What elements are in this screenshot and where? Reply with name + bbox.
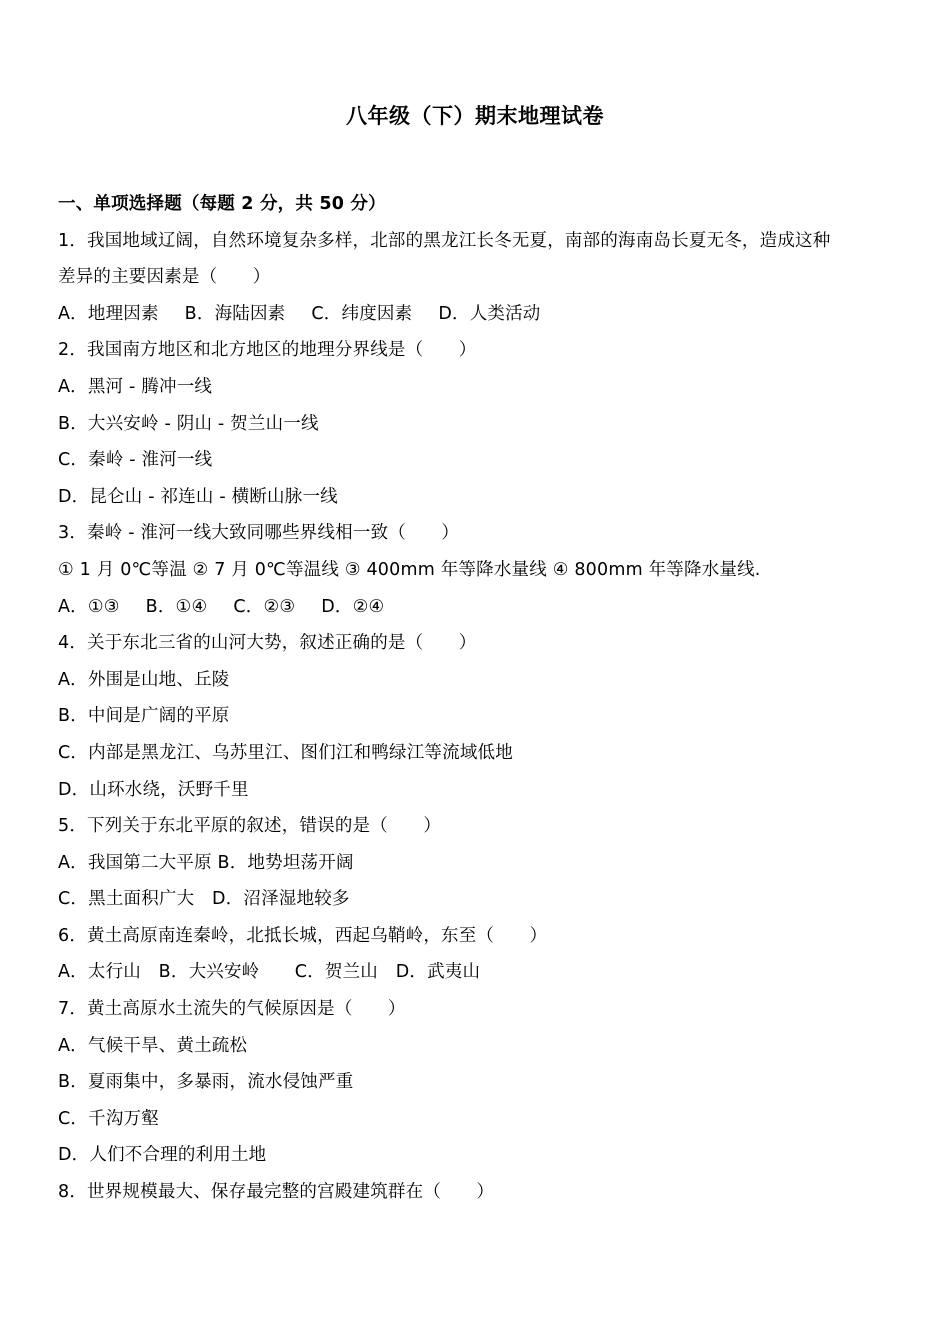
exam-content <box>58 186 900 1211</box>
option-a: A．①③ <box>58 596 120 617</box>
option-a: A．黑河 - 腾冲一线 <box>58 376 213 397</box>
question-3-stem: 3．秦岭 - 淮河一线大致同哪些界线相一致（ ） <box>58 523 460 544</box>
option-d: D．人们不合理的利用土地 <box>58 1145 267 1166</box>
question-7 <box>58 991 900 1174</box>
option-a: A．地理因素 <box>58 303 159 324</box>
option-d: D．②④ <box>321 596 385 617</box>
option-d: D．人类活动 <box>438 303 541 324</box>
question-6-stem: 6．黄土高原南连秦岭，北抵长城，西起乌鞘岭，东至（ ） <box>58 925 548 946</box>
question-8 <box>58 1174 900 1211</box>
option-d: D．山环水绕，沃野千里 <box>58 779 249 800</box>
question-7-stem: 7．黄土高原水土流失的气候原因是（ ） <box>58 999 406 1020</box>
option-b: B．①④ <box>145 596 208 617</box>
option-b: B．海陆因素 <box>184 303 286 324</box>
option-b: B．大兴安岭 - 阴山 - 贺兰山一线 <box>58 413 319 434</box>
question-3 <box>58 515 900 625</box>
question-6-options: A．太行山 B．大兴安岭 C．贺兰山 D．武夷山 <box>58 962 481 983</box>
question-2 <box>58 332 900 515</box>
option-d: D．昆仑山 - 祁连山 - 横断山脉一线 <box>58 486 338 507</box>
option-b: B．中间是广阔的平原 <box>58 706 230 727</box>
page-title: 八年级（下）期末地理试卷 <box>346 104 604 128</box>
option-a: A．气候干旱、黄土疏松 <box>58 1035 248 1056</box>
question-4-stem: 4．关于东北三省的山河大势，叙述正确的是（ ） <box>58 633 477 654</box>
question-3-statements: ① 1 月 0℃等温 ② 7 月 0℃等温线 ③ 400mm 年等降水量线 ④ 800mm 年等降水量线. <box>58 559 761 580</box>
question-3-options <box>58 589 900 626</box>
question-5-stem: 5．下列关于东北平原的叙述，错误的是（ ） <box>58 816 442 837</box>
option-c: C．②③ <box>233 596 296 617</box>
question-5 <box>58 808 900 918</box>
section-heading: 一、单项选择题（每题 2 分，共 50 分） <box>58 194 386 214</box>
option-c: C．内部是黑龙江、乌苏里江、图们江和鸭绿江等流域低地 <box>58 742 513 763</box>
option-c: C．千沟万壑 <box>58 1108 159 1129</box>
option-a: A．外围是山地、丘陵 <box>58 669 230 690</box>
option-b: B．夏雨集中，多暴雨，流水侵蚀严重 <box>58 1072 354 1093</box>
options-row-cd: C．黑土面积广大 D．沼泽湿地较多 <box>58 889 350 910</box>
question-1-stem-line-2: 差异的主要因素是（ ） <box>58 267 271 288</box>
question-4 <box>58 625 900 808</box>
question-6 <box>58 918 900 991</box>
question-2-stem: 2．我国南方地区和北方地区的地理分界线是（ ） <box>58 340 477 361</box>
question-1-stem-line-1: 1．我国地域辽阔，自然环境复杂多样，北部的黑龙江长冬无夏，南部的海南岛长夏无冬，造成这种 <box>58 230 831 251</box>
question-1 <box>58 223 900 333</box>
question-1-options <box>58 296 900 333</box>
question-8-stem: 8．世界规模最大、保存最完整的宫殿建筑群在（ ） <box>58 1182 495 1203</box>
options-row-ab: A．我国第二大平原 B．地势坦荡开阔 <box>58 852 354 873</box>
option-c: C．秦岭 - 淮河一线 <box>58 450 213 471</box>
option-c: C．纬度因素 <box>311 303 413 324</box>
